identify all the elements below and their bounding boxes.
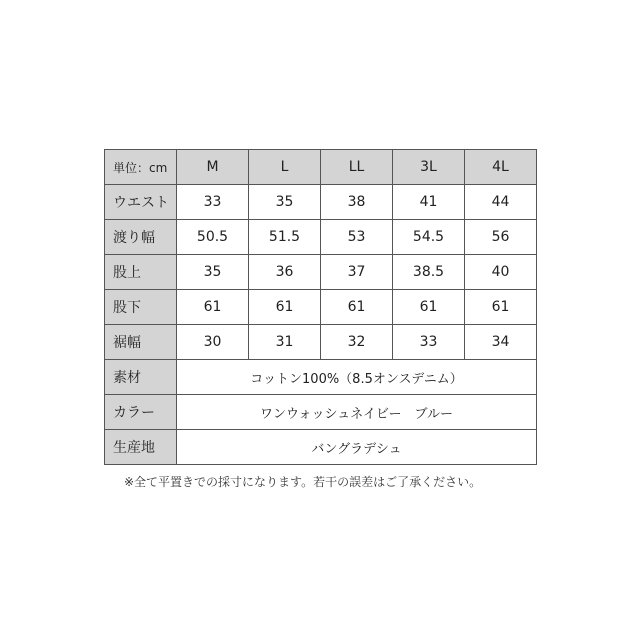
table-cell: 33 <box>177 185 249 220</box>
size-ll-header: LL <box>321 150 393 185</box>
size-m-header: M <box>177 150 249 185</box>
row-label: ウエスト <box>105 185 177 220</box>
origin-row <box>105 430 537 465</box>
table-cell: 38.5 <box>393 255 465 290</box>
table-cell: 61 <box>465 290 537 325</box>
size-3l-header: 3L <box>393 150 465 185</box>
row-label: カラー <box>105 395 177 430</box>
material-row <box>105 360 537 395</box>
table-cell: 33 <box>393 325 465 360</box>
table-cell: 56 <box>465 220 537 255</box>
measurement-footnote: ※全て平置きでの採寸になります。若干の誤差はご了承ください。 <box>124 475 482 489</box>
rise-row <box>105 255 537 290</box>
color-value: ワンウォッシュネイビー ブルー <box>177 395 537 430</box>
row-label: 股下 <box>105 290 177 325</box>
table-cell: 54.5 <box>393 220 465 255</box>
row-label: 渡り幅 <box>105 220 177 255</box>
material-value: コットン100%（8.5オンスデニム） <box>177 360 537 395</box>
inseam-row <box>105 290 537 325</box>
color-row <box>105 395 537 430</box>
table-cell: 30 <box>177 325 249 360</box>
waist-row <box>105 185 537 220</box>
table-cell: 51.5 <box>249 220 321 255</box>
table-cell: 53 <box>321 220 393 255</box>
row-label: 生産地 <box>105 430 177 465</box>
table-cell: 61 <box>393 290 465 325</box>
origin-value: バングラデシュ <box>177 430 537 465</box>
size-l-header: L <box>249 150 321 185</box>
size-chart-table <box>104 149 537 465</box>
hem-width-row <box>105 325 537 360</box>
table-cell: 50.5 <box>177 220 249 255</box>
table-cell: 32 <box>321 325 393 360</box>
row-label: 裾幅 <box>105 325 177 360</box>
table-cell: 35 <box>249 185 321 220</box>
size-4l-header: 4L <box>465 150 537 185</box>
table-cell: 41 <box>393 185 465 220</box>
row-label: 素材 <box>105 360 177 395</box>
table-cell: 36 <box>249 255 321 290</box>
thigh-width-row <box>105 220 537 255</box>
table-cell: 61 <box>177 290 249 325</box>
table-cell: 31 <box>249 325 321 360</box>
table-cell: 61 <box>321 290 393 325</box>
table-cell: 37 <box>321 255 393 290</box>
table-cell: 44 <box>465 185 537 220</box>
table-cell: 61 <box>249 290 321 325</box>
table-cell: 40 <box>465 255 537 290</box>
row-label: 股上 <box>105 255 177 290</box>
table-cell: 35 <box>177 255 249 290</box>
unit-label: 単位：cm <box>105 150 177 185</box>
size-header-row <box>105 150 537 185</box>
table-cell: 34 <box>465 325 537 360</box>
table-cell: 38 <box>321 185 393 220</box>
